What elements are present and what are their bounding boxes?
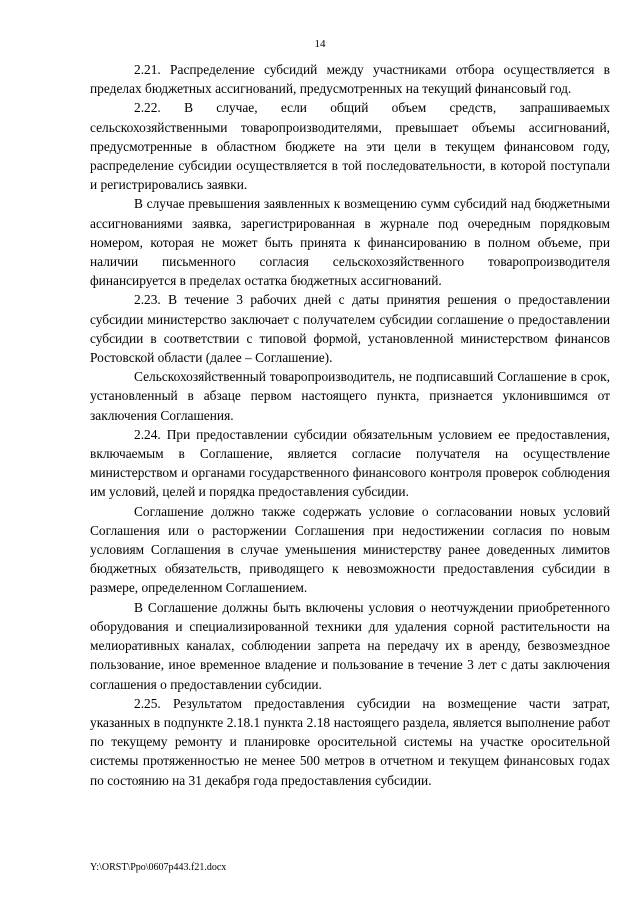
paragraph-2-22-excess: В случае превышения заявленных к возмещению сумм субсидий над бюджетными ассигнованиями заявка, зарегистрированная в журнале под очередным порядковым номером, которая не может быть принята к финансированию в полном объеме, при наличии письменного согласия сельскохозяйственного товаропроизводителя финансируется в пределах остатка бюджетных ассигнований. <box>90 196 610 289</box>
paragraph-2-23: 2.23. В течение 3 рабочих дней с даты принятия решения о предоставлении субсидии министерство заключает с получателем субсидии соглашение о предоставлении субсидии в соответствии с типовой формой, установленной министерством финансов Ростовской области (далее – Соглашение). <box>90 292 610 366</box>
document-body <box>90 60 610 790</box>
paragraph-2-25: 2.25. Результатом предоставления субсидии на возмещение части затрат, указанных в подпункте 2.18.1 пункта 2.18 настоящего раздела, является выполнение работ по текущему ремонту и планировке оросительной системы на участке оросительной системы протяженностью не менее 500 метров в отчетном и текущем финансовых годах по состоянию на 31 декабря года предоставления субсидии. <box>90 695 610 788</box>
paragraph-2-21: 2.21. Распределение субсидий между участниками отбора осуществляется в пределах бюджетных ассигнований, предусмотренных на текущий финансовый год. <box>90 62 610 97</box>
paragraph-2-24-agreement-terms: Соглашение должно также содержать условие о согласовании новых условий Соглашения или о расторжении Соглашения при недостижении согласия по новым условиям Соглашения в случае уменьшения министерству ранее доведенных лимитов бюджетных обязательств, приводящего к невозможности предоставления субсидии в размере, определенном Соглашением. <box>90 503 610 596</box>
paragraph-2-24: 2.24. При предоставлении субсидии обязательным условием ее предоставления, включаемым в Соглашение, является согласие получателя на осуществление министерством и органами государственного финансового контроля проверок соблюдения им условий, целей и порядка предоставления субсидии. <box>90 426 610 500</box>
paragraph-2-24-alienation: В Соглашение должны быть включены условия о неотчуждении приобретенного оборудования и специализированной техники для удаления сорной растительности на мелиоративных каналах, соблюдении запрета на передачу их в аренду, безвозмездное пользование, иное временное владение и пользование в течение 3 лет с даты заключения соглашения о предоставлении субсидии. <box>90 599 610 692</box>
paragraph-2-23-refusal: Сельскохозяйственный товаропроизводитель, не подписавший Соглашение в срок, установленный в абзаце первом настоящего пункта, признается уклонившимся от заключения Соглашения. <box>90 369 610 423</box>
page-number: 14 <box>314 38 326 50</box>
file-path-footer: Y:\ORST\Ppo\0607p443.f21.docx <box>90 862 227 873</box>
paragraph-2-22: 2.22. В случае, если общий объем средств, запрашиваемых сельскохозяйственными товаропроизводителями, превышает объемы ассигнований, предусмотренные в областном бюджете на эти цели в текущем финансовом году, распределение субсидии осуществляется в той последовательности, в которой поступали и регистрировались заявки. <box>90 100 610 193</box>
